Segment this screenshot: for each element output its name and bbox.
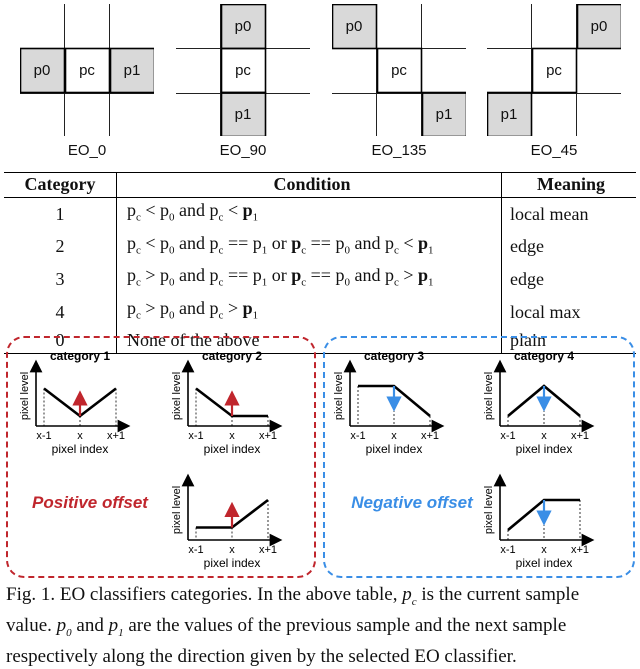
- grid-cell-pc: pc: [235, 61, 251, 79]
- row-meaning: local max: [502, 296, 637, 329]
- grid-eo-45: [487, 4, 621, 136]
- category-table: [4, 172, 636, 354]
- grid-label-eo-135: EO_135: [371, 142, 427, 159]
- plot-title: category 1: [49, 349, 111, 363]
- table-header-row: [4, 173, 636, 198]
- negative-offset-panel: [323, 336, 635, 578]
- tick-label: x: [229, 430, 235, 442]
- tick-label: x-1: [500, 430, 516, 442]
- tick-label: x-1: [188, 544, 204, 556]
- x-axis-label: pixel index: [365, 442, 423, 456]
- grid-cell-p1: p1: [123, 61, 141, 79]
- row-meaning: local mean: [502, 198, 637, 231]
- plot-title: category 3: [363, 349, 425, 363]
- x-axis-label: pixel index: [51, 442, 109, 456]
- row-category: 2: [4, 231, 117, 264]
- tick-label: x+1: [570, 544, 590, 556]
- grid-cell-pc: pc: [391, 61, 407, 79]
- grid-cell-p1: p1: [435, 105, 453, 123]
- header-category: Category: [4, 173, 117, 198]
- grid-eo-135: [332, 4, 466, 136]
- y-axis-label: pixel level: [333, 371, 345, 421]
- row-meaning: edge: [502, 263, 637, 296]
- row-condition: $p_c < p_0$ and $p_c == p_1$ or $p_c == p_0$ and $p_c < p_1$: [127, 232, 434, 257]
- grid-cell-p1: p1: [234, 105, 252, 123]
- table-row: [4, 198, 636, 231]
- table-row: [4, 296, 636, 329]
- header-condition: Condition: [117, 173, 502, 198]
- row-meaning: plain: [502, 328, 637, 354]
- tick-label: x: [229, 544, 235, 556]
- caption-line-3: respectively along the direction given by the selected EO classifier.: [6, 645, 517, 667]
- tick-label: x+1: [258, 544, 278, 556]
- y-axis-label: pixel level: [171, 371, 183, 421]
- row-condition: None of the above: [127, 330, 260, 351]
- row-category: 0: [4, 328, 117, 354]
- y-axis-label: pixel level: [19, 371, 31, 421]
- grid-eo-90: [176, 4, 310, 136]
- caption-line-1: Fig. 1. EO classifiers categories. In the above table, $p_c$ is the current sample: [6, 584, 580, 608]
- positive-offset-label: Positive offset: [32, 493, 148, 512]
- x-axis-label: pixel index: [203, 442, 261, 456]
- grid-label-eo-45: EO_45: [530, 142, 578, 159]
- tick-label: x+1: [570, 430, 590, 442]
- x-axis-label: pixel index: [515, 442, 573, 456]
- tick-label: x-1: [500, 544, 516, 556]
- row-meaning: edge: [502, 231, 637, 264]
- tick-label: x: [541, 430, 547, 442]
- y-axis-label: pixel level: [171, 485, 183, 535]
- tick-label: x-1: [350, 430, 366, 442]
- tick-label: x: [77, 430, 83, 442]
- grid-label-eo-90: EO_90: [219, 142, 267, 159]
- caption-line-2: value. $p_0$ and $p_1$ are the values of the previous sample and the next sample: [6, 614, 567, 639]
- grid-cell-pc: pc: [79, 61, 95, 79]
- header-meaning: Meaning: [502, 173, 637, 198]
- tick-label: x+1: [258, 430, 278, 442]
- grid-cell-p0: p0: [590, 17, 608, 35]
- grid-cell-p1: p1: [500, 105, 518, 123]
- tick-label: x: [541, 544, 547, 556]
- grid-cell-pc: pc: [546, 61, 562, 79]
- plot-title: category 2: [201, 349, 263, 363]
- grid-cell-p0: p0: [33, 61, 51, 79]
- tick-label: x-1: [188, 430, 204, 442]
- tick-label: x+1: [420, 430, 440, 442]
- x-axis-label: pixel index: [203, 556, 261, 570]
- negative-offset-label: Negative offset: [351, 493, 473, 512]
- y-axis-label: pixel level: [483, 485, 495, 535]
- row-category: 4: [4, 296, 117, 329]
- positive-offset-panel: [6, 336, 316, 578]
- row-condition: $p_c < p_0$ and $p_c < p_1$: [127, 200, 259, 224]
- y-axis-label: pixel level: [483, 371, 495, 421]
- row-condition: $p_c > p_0$ and $p_c > p_1$: [127, 297, 259, 322]
- table-row: [4, 231, 636, 264]
- grid-cell-p0: p0: [234, 17, 252, 35]
- tick-label: x-1: [36, 430, 52, 442]
- figure-caption: [6, 583, 634, 669]
- row-category: 3: [4, 263, 117, 296]
- x-axis-label: pixel index: [515, 556, 573, 570]
- row-category: 1: [4, 198, 117, 231]
- plot-title: category 4: [513, 349, 575, 363]
- tick-label: x+1: [106, 430, 126, 442]
- row-condition: $p_c > p_0$ and $p_c == p_1$ or $p_c == p_0$ and $p_c > p_1$: [127, 265, 434, 289]
- grid-eo-0: [20, 4, 154, 136]
- table-row: [4, 263, 636, 296]
- grid-label-eo-0: EO_0: [67, 142, 107, 159]
- grid-cell-p0: p0: [345, 17, 363, 35]
- tick-label: x: [391, 430, 397, 442]
